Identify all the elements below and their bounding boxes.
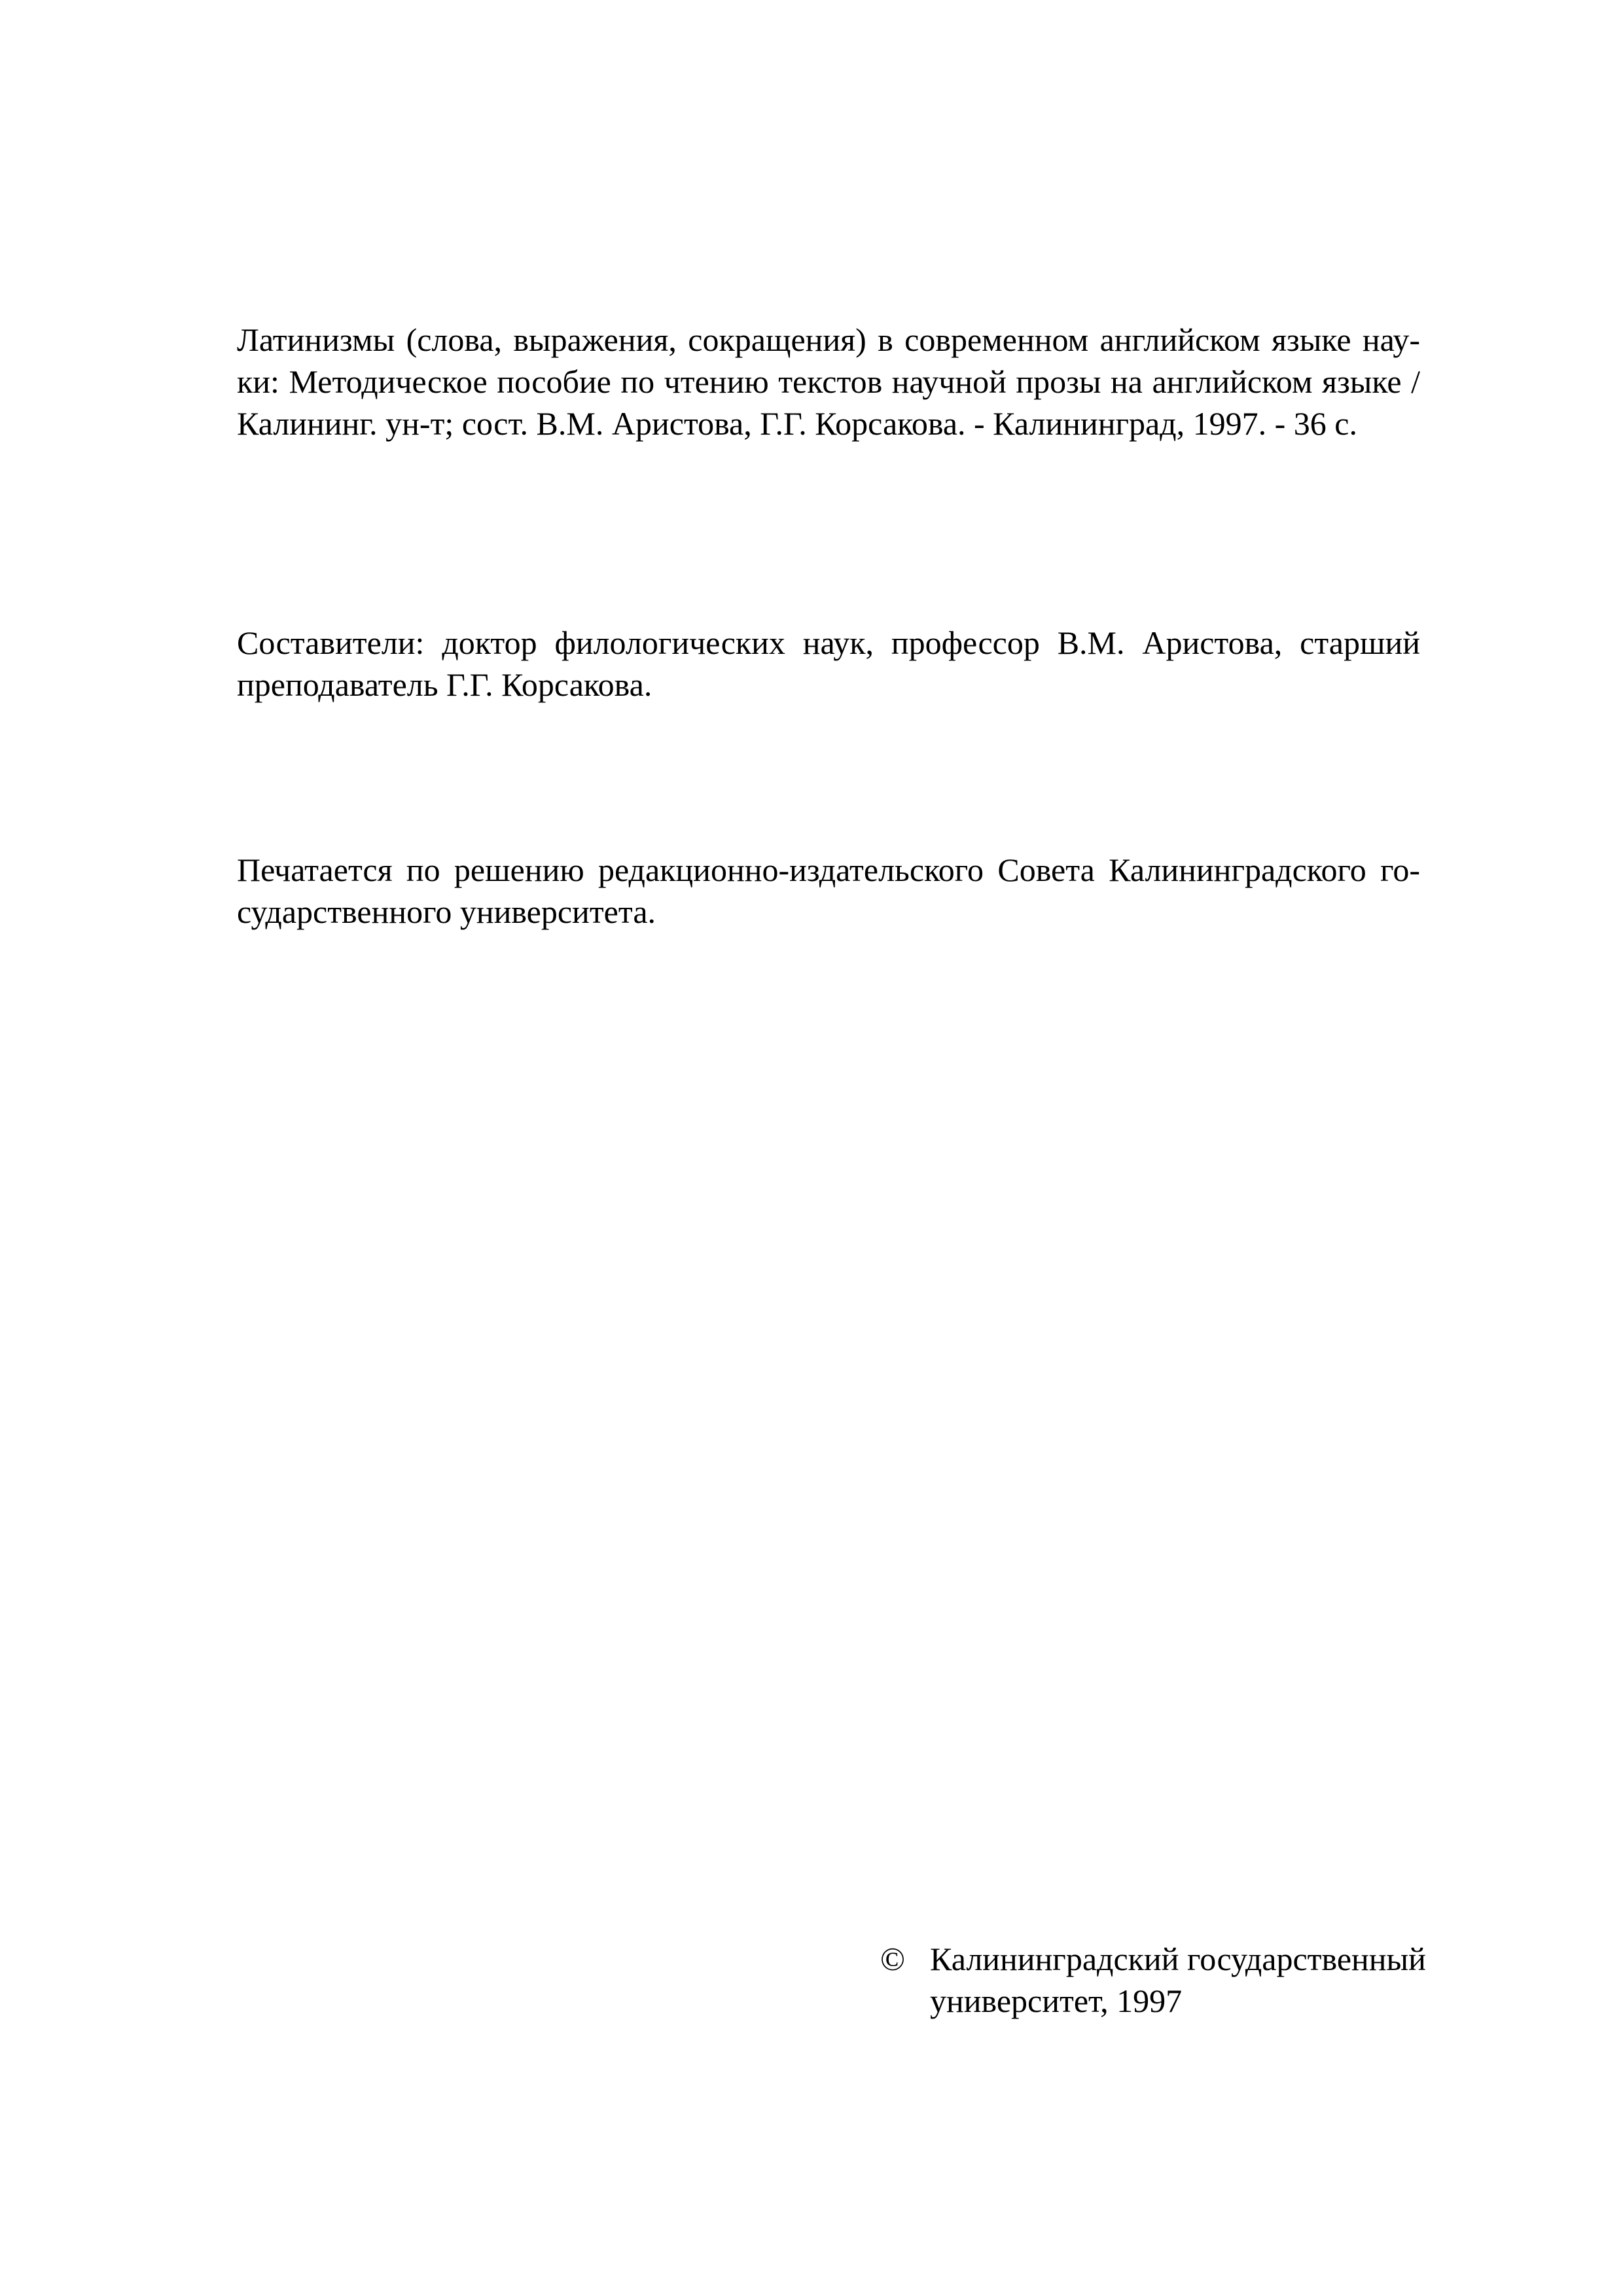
bibliographic-line: Калининг. ун-т; сост. В.М. Аристова, Г.Г. Корсакова. - Калининград, 1997. - 36 с.	[237, 405, 1357, 442]
copyright-holder: Калининградский государственный	[930, 1941, 1426, 1977]
compilers-line: Составители: доктор филологических наук, профессор В.М. Аристова, старший	[237, 624, 1420, 661]
copyright-year: университет, 1997	[930, 1982, 1183, 2019]
copyright-notice	[880, 1938, 1430, 2022]
bibliographic-line: ки: Методическое пособие по чтению текстов научной прозы на английском языке /	[237, 363, 1420, 400]
publication-line: Печатается по решению редакционно-издательского Совета Калининградского го-	[237, 852, 1420, 888]
bibliographic-line: Латинизмы (слова, выражения, сокращения) в современном английском языке нау-	[237, 321, 1420, 358]
copyright-icon: ©	[880, 1941, 905, 1977]
compilers-line: преподаватель Г.Г. Корсакова.	[237, 666, 652, 703]
bibliographic-record	[195, 319, 1420, 444]
compilers-note	[195, 622, 1420, 706]
publication-note	[195, 849, 1420, 933]
publication-line: сударственного университета.	[237, 893, 656, 930]
